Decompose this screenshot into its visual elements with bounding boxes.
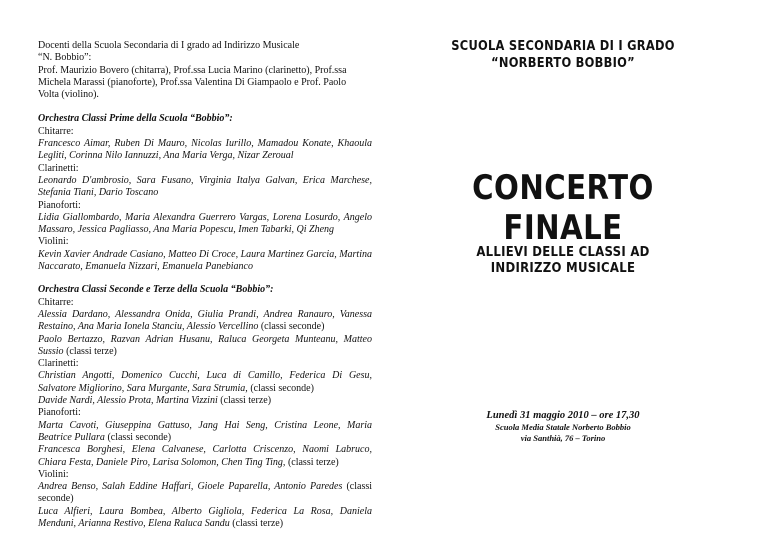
student-names: Francesca Borghesi, Elena Calvanese, Carlotta Criscenzo, Naomi Labruco, Chiara Festa, Daniele Piro, Larisa Solomon, Chen Ting Ting, — [38, 444, 372, 468]
student-names: Christian Angotti, Domenico Cucchi, Luca di Camillo, Federica Di Gesu, Salvatore Migliorino, Sara Murgante, Sara Strumia, — [38, 370, 372, 394]
student-names: Luca Alfieri, Laura Bombea, Alberto Gigliola, Federica La Rosa, Daniela Menduni, Arianna Restivo, Elena Raluca Sandu — [38, 505, 372, 529]
event-address: via Santhià, 76 – Torino — [520, 433, 606, 443]
event-venue: Scuola Media Statale Norberto Bobbio — [495, 422, 631, 432]
class-note: (classi terze) — [285, 456, 339, 468]
teachers-line: Volta (violino). — [38, 89, 99, 101]
cover-page — [396, 0, 730, 543]
clarinet-students: Leonardo D'ambrosio, Sara Fusano, Virginia Italya Galvan, Erica Marchese, Stefania Tiani, Dario Toscano — [38, 174, 372, 199]
musicians-column — [38, 40, 372, 530]
school-name-line: “NORBERTO BOBBIO” — [491, 56, 635, 71]
student-names: Alessia Dardano, Alessandra Onida, Giulia Prandi, Andrea Ranauro, Vanessa Restaino, Ana Maria Ionela Stanciu, Alessio Vercellino — [38, 308, 372, 333]
section-label-pianos: Pianoforti: — [38, 407, 81, 419]
violin-students-seconds — [38, 481, 372, 506]
class-note: (classi seconde) — [104, 431, 172, 443]
section-label-clarinets: Clarinetti: — [38, 358, 79, 370]
subtitle-line: INDIRIZZO MUSICALE — [490, 261, 636, 276]
student-names: Davide Nardi, Alessio Prota, Martina Vizzini — [38, 395, 218, 407]
teachers-line: Prof. Maurizio Bovero (chitarra), Prof.ssa Lucia Marino (clarinetto), Prof.ssa — [38, 64, 347, 76]
orchestra-title: Orchestra Classi Prime della Scuola “Bobbio”: — [38, 113, 233, 125]
violin-students: Kevin Xavier Andrade Casiano, Matteo Di Croce, Laura Martinez Garcia, Martina Naccarato, Emanuela Nizzari, Emanuela Panebianco — [38, 248, 372, 273]
clarinet-students-thirds — [38, 395, 372, 407]
event-details — [396, 409, 730, 444]
class-note: (classi seconde) — [258, 321, 325, 333]
teachers-line: “N. Bobbio”: — [38, 52, 92, 64]
class-note: (classi seconde) — [247, 382, 314, 394]
section-label-violins: Violini: — [38, 236, 69, 248]
school-name — [416, 38, 710, 72]
class-note: (classi terze) — [229, 517, 284, 529]
section-label-violins: Violini: — [38, 468, 69, 480]
guitar-students-thirds — [38, 334, 372, 359]
teachers-line: Michela Marassi (pianoforte), Prof.ssa Valentina Di Giampaolo e Prof. Paolo — [38, 76, 347, 88]
clarinet-students-seconds — [38, 370, 372, 395]
student-names: Andrea Benso, Salah Eddine Haffari, Gioele Paparella, Antonio Paredes — [38, 481, 343, 493]
school-name-line: SCUOLA SECONDARIA DI I GRADO — [451, 39, 675, 54]
section-label-guitars: Chitarre: — [38, 125, 74, 137]
violin-students-thirds — [38, 506, 372, 531]
student-names: Marta Cavoti, Giuseppina Gattuso, Jang Hai Seng, Cristina Leone, Maria Beatrice Pullara — [38, 419, 372, 443]
section-label-guitars: Chitarre: — [38, 296, 74, 308]
subtitle-line: ALLIEVI DELLE CLASSI AD — [476, 245, 650, 260]
class-note: (classi terze) — [63, 345, 117, 357]
teachers-paragraph — [38, 40, 372, 101]
guitar-students: Francesco Aimar, Ruben Di Mauro, Nicolas Iurillo, Mamadou Konate, Khaoula Legliti, Corinna Nilo Iannuzzi, Ana Maria Verga, Nizar Zeroual — [38, 138, 372, 162]
piano-students-seconds — [38, 420, 372, 445]
guitar-students-seconds — [38, 309, 372, 334]
section-label-clarinets: Clarinetti: — [38, 162, 79, 174]
concert-subtitle — [413, 245, 714, 277]
piano-students-thirds — [38, 444, 372, 469]
teachers-line: Docenti della Scuola Secondaria di I grado ad Indirizzo Musicale — [38, 40, 300, 51]
orchestra-second-third-year — [38, 284, 372, 530]
concert-title: CONCERTO FINALE — [472, 168, 654, 248]
orchestra-first-year — [38, 113, 372, 273]
piano-students: Lidia Giallombardo, Maria Alexandra Guerrero Vargas, Lorena Losurdo, Angelo Massaro, Jessica Pagliasso, Ana Maria Popescu, Imen Tabarki, Qi Zheng — [38, 211, 372, 236]
section-label-pianos: Pianoforti: — [38, 199, 81, 211]
student-names: Paolo Bertazzo, Razvan Adrian Husanu, Raluca Georgeta Munteanu, Matteo Sussio — [38, 333, 372, 357]
class-note: (classi seconde) — [38, 481, 373, 505]
class-note: (classi terze) — [217, 395, 272, 407]
event-date: Lunedì 31 maggio 2010 – ore 17,30 — [486, 410, 640, 421]
orchestra-title: Orchestra Classi Seconde e Terze della Scuola “Bobbio”: — [38, 284, 274, 296]
